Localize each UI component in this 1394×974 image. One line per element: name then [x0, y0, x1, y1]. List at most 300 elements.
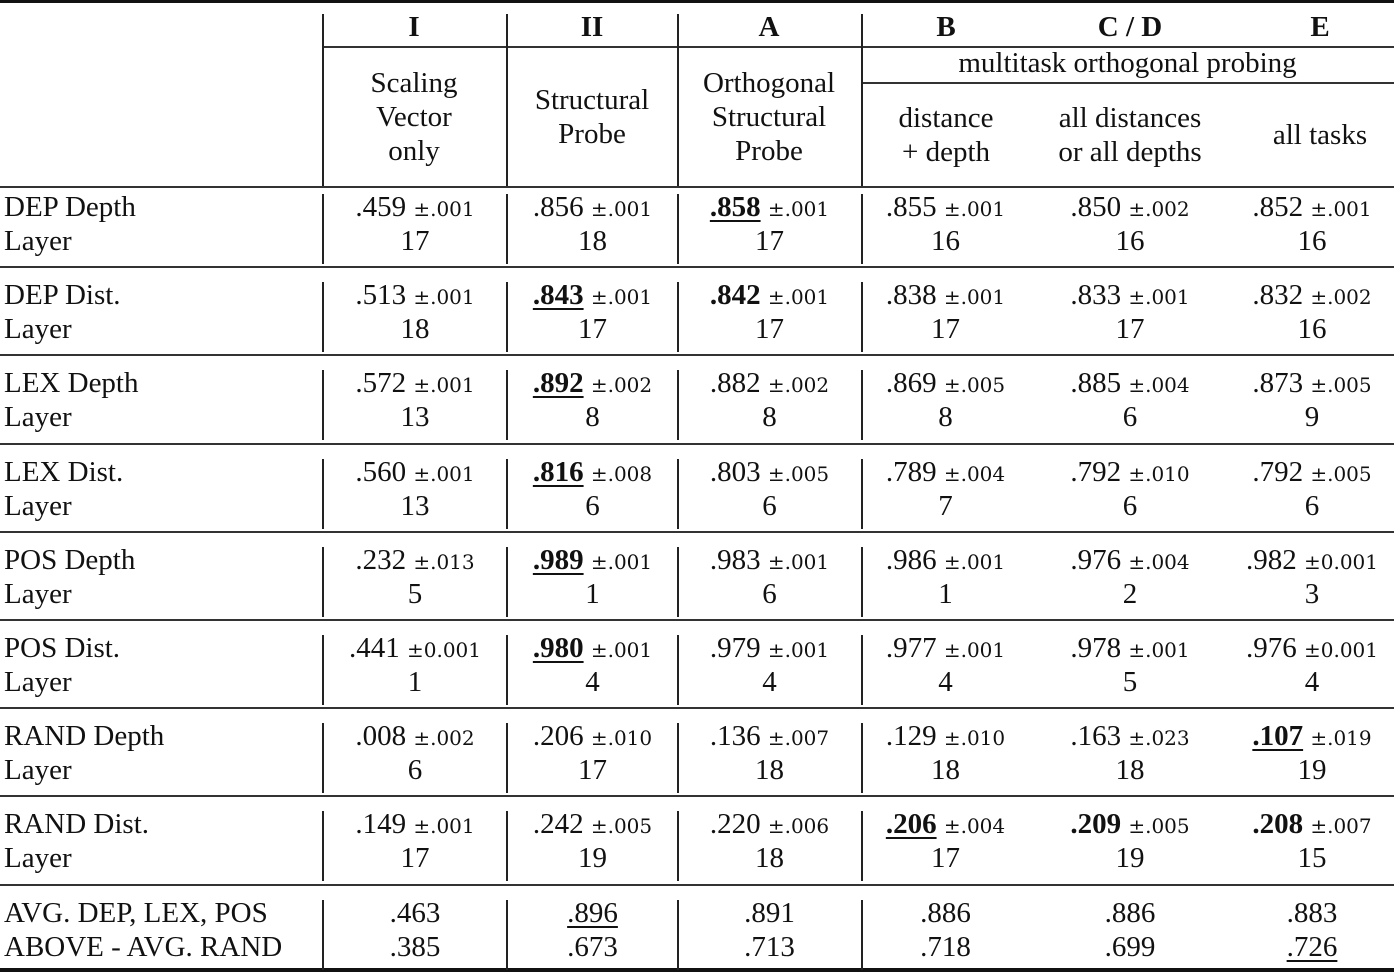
above-number: .718	[920, 930, 971, 963]
column-divider	[677, 459, 679, 529]
layer-value: 17	[578, 313, 607, 346]
above-value	[1230, 930, 1394, 964]
score-value: .206	[532, 720, 584, 753]
score-value: .441	[348, 632, 400, 664]
std-dev: ±.001	[590, 197, 653, 221]
score-cell	[678, 719, 861, 755]
layer-value: 1	[407, 666, 423, 698]
layer-value: 4	[585, 666, 600, 698]
row-rule	[0, 531, 1394, 533]
layer-value: 17	[1115, 313, 1145, 346]
layer-value: 4	[762, 666, 777, 698]
column-letter-5: E	[1310, 11, 1330, 43]
score-cell	[678, 455, 861, 491]
column-subtitle-0: Scaling	[370, 67, 458, 99]
layer-value: 19	[1297, 754, 1327, 787]
score-cell	[1030, 807, 1230, 843]
layer-value: 18	[1115, 754, 1145, 787]
column-divider	[861, 635, 863, 705]
score-value: .885	[1070, 367, 1122, 400]
std-dev: ±.007	[1310, 814, 1372, 839]
score-cell	[1030, 719, 1230, 755]
score-cell	[861, 278, 1030, 314]
column-divider	[322, 194, 324, 264]
score-value: .832	[1252, 279, 1304, 312]
summary-label-avg: AVG. DEP, LEX, POS	[4, 896, 268, 929]
score-value: .855	[885, 191, 937, 223]
score-cell	[1230, 631, 1394, 667]
column-divider	[322, 723, 324, 793]
above-value	[861, 930, 1030, 964]
layer-value: 2	[1122, 577, 1138, 610]
std-dev: ±.001	[943, 549, 1006, 574]
above-number: .673	[567, 930, 618, 963]
score-value: .560	[355, 455, 407, 488]
above-value	[678, 930, 861, 964]
column-subtitle-5: all tasks	[1272, 119, 1368, 151]
column-letter-2: A	[758, 11, 780, 43]
row-rule	[0, 707, 1394, 709]
column-divider	[677, 635, 679, 705]
row-rule	[0, 619, 1394, 621]
std-dev: ±.005	[590, 814, 653, 839]
column-divider	[677, 370, 679, 440]
column-divider	[322, 635, 324, 705]
column-subtitle-3: distance	[898, 102, 994, 134]
row-rule	[0, 354, 1394, 356]
std-dev: ±.001	[413, 461, 475, 486]
score-cell	[323, 366, 507, 402]
row-rule	[0, 795, 1394, 797]
layer-value: 9	[1304, 401, 1320, 434]
std-dev: ±.001	[590, 285, 653, 310]
score-cell	[323, 455, 507, 491]
std-dev: ±.010	[943, 726, 1006, 751]
score-cell	[1230, 807, 1394, 843]
std-dev: ±.001	[943, 638, 1006, 662]
score-value: .856	[532, 191, 584, 223]
above-value	[507, 930, 678, 964]
score-cell	[507, 366, 678, 402]
score-value: .869	[885, 367, 937, 400]
score-value: .136	[709, 720, 761, 753]
std-dev: ±0.001	[1303, 549, 1378, 574]
score-value: .816	[532, 455, 584, 488]
score-cell	[678, 807, 861, 843]
column-divider	[322, 811, 324, 881]
summary-label-above: ABOVE - AVG. RAND	[4, 930, 283, 963]
std-dev: ±.001	[413, 373, 475, 398]
row-layer-label: Layer	[4, 313, 72, 346]
column-divider	[861, 811, 863, 881]
column-divider	[506, 547, 508, 617]
layer-value: 18	[931, 754, 960, 787]
layer-value: 6	[585, 489, 600, 522]
column-subtitle-2: Structural	[711, 101, 827, 133]
score-value: .208	[1252, 808, 1304, 841]
std-dev: ±.001	[590, 549, 653, 574]
header-bottom-rule	[0, 186, 1394, 188]
score-cell	[1230, 278, 1394, 314]
row-layer-label: Layer	[4, 842, 72, 875]
std-dev: ±0.001	[406, 638, 481, 662]
std-dev: ±.001	[413, 285, 475, 310]
avg-value	[678, 896, 861, 930]
column-divider	[861, 547, 863, 617]
layer-value: 4	[938, 666, 953, 698]
layer-value: 8	[585, 401, 600, 434]
score-value: .842	[709, 279, 761, 312]
column-subtitle-2: Probe	[735, 135, 803, 167]
row-rule	[0, 266, 1394, 268]
score-cell	[1230, 543, 1394, 579]
score-value: .838	[885, 279, 937, 312]
score-cell	[507, 719, 678, 755]
layer-value: 5	[407, 577, 423, 610]
row-label: LEX Dist.	[4, 455, 124, 488]
top-rule	[0, 0, 1394, 3]
layer-value: 18	[400, 313, 430, 346]
column-divider	[322, 14, 324, 186]
score-value: .803	[709, 455, 761, 488]
score-cell	[1230, 455, 1394, 491]
score-cell	[323, 719, 507, 755]
row-layer-label: Layer	[4, 577, 72, 610]
layer-value: 15	[1297, 842, 1327, 875]
score-value: .459	[355, 191, 407, 223]
layer-value: 13	[400, 401, 430, 434]
std-dev: ±.001	[413, 197, 475, 221]
score-value: .792	[1070, 455, 1122, 488]
score-value: .976	[1245, 632, 1297, 664]
std-dev: ±.005	[1128, 814, 1190, 839]
std-dev: ±.001	[943, 197, 1006, 221]
layer-value: 6	[1122, 401, 1138, 434]
layer-value: 17	[578, 754, 607, 787]
column-divider	[506, 723, 508, 793]
column-subtitle-3: + depth	[901, 136, 991, 168]
row-label: RAND Dist.	[4, 808, 150, 841]
score-value: .163	[1070, 720, 1122, 753]
column-subtitle-4: or all depths	[1058, 136, 1202, 168]
layer-value: 1	[938, 577, 953, 610]
layer-value: 17	[931, 842, 960, 875]
score-value: .107	[1252, 720, 1304, 753]
row-label: POS Depth	[4, 543, 136, 576]
score-cell	[323, 543, 507, 579]
score-value: .792	[1252, 455, 1304, 488]
score-cell	[507, 631, 678, 667]
score-cell	[1030, 278, 1230, 314]
score-cell	[861, 543, 1030, 579]
layer-value: 16	[1297, 313, 1327, 346]
column-divider	[861, 14, 863, 186]
column-subtitle-0: only	[388, 135, 440, 167]
score-cell	[507, 543, 678, 579]
above-number: .699	[1104, 930, 1156, 963]
column-divider	[506, 811, 508, 881]
std-dev: ±.005	[943, 373, 1006, 398]
column-divider	[861, 723, 863, 793]
std-dev: ±.004	[943, 814, 1006, 839]
std-dev: ±.001	[590, 638, 653, 662]
layer-value: 8	[938, 401, 953, 434]
score-value: .979	[709, 632, 761, 664]
column-divider	[322, 547, 324, 617]
std-dev: ±.002	[1310, 285, 1372, 310]
row-layer-label: Layer	[4, 754, 72, 787]
column-divider	[322, 370, 324, 440]
layer-value: 6	[1122, 489, 1138, 522]
score-cell	[323, 807, 507, 843]
column-divider	[322, 459, 324, 529]
score-cell	[507, 278, 678, 314]
group-label: multitask orthogonal probing	[958, 47, 1297, 79]
score-cell	[861, 719, 1030, 755]
std-dev: ±.001	[767, 197, 830, 221]
row-layer-label: Layer	[4, 401, 72, 434]
score-value: .149	[355, 808, 407, 841]
score-value: .789	[885, 455, 937, 488]
avg-value	[323, 896, 507, 930]
layer-value: 5	[1122, 666, 1138, 698]
column-divider	[506, 459, 508, 529]
score-value: .882	[709, 367, 761, 400]
score-value: .242	[532, 808, 584, 841]
score-value: .983	[709, 543, 761, 576]
row-layer-label: Layer	[4, 489, 72, 522]
score-value: .977	[885, 632, 937, 664]
column-divider	[677, 723, 679, 793]
std-dev: ±.001	[767, 549, 830, 574]
row-rule	[0, 884, 1394, 886]
column-divider	[677, 547, 679, 617]
avg-value	[1030, 896, 1230, 930]
score-value: .206	[885, 808, 937, 841]
bottom-rule	[0, 968, 1394, 972]
score-cell	[507, 190, 678, 226]
layer-value: 16	[1297, 225, 1327, 257]
above-number: .726	[1286, 930, 1338, 963]
score-cell	[861, 366, 1030, 402]
std-dev: ±.010	[1128, 461, 1190, 486]
score-cell	[861, 631, 1030, 667]
score-cell	[1230, 719, 1394, 755]
std-dev: ±.002	[413, 726, 475, 751]
score-value: .873	[1252, 367, 1304, 400]
avg-number: .896	[567, 896, 618, 929]
score-cell	[1030, 455, 1230, 491]
avg-number: .886	[920, 896, 971, 929]
group-rule	[861, 82, 1394, 84]
score-cell	[678, 543, 861, 579]
score-cell	[861, 190, 1030, 226]
layer-value: 19	[578, 842, 607, 875]
column-divider	[677, 282, 679, 352]
std-dev: ±0.001	[1303, 638, 1378, 662]
std-dev: ±.007	[767, 726, 830, 751]
score-cell	[323, 631, 507, 667]
column-subtitle-0: Vector	[376, 101, 452, 133]
std-dev: ±.004	[943, 461, 1006, 486]
column-divider	[506, 194, 508, 264]
layer-value: 18	[578, 225, 607, 257]
std-dev: ±.001	[767, 638, 830, 662]
column-divider	[861, 900, 863, 970]
score-value: .976	[1070, 543, 1122, 576]
std-dev: ±.001	[1310, 197, 1372, 221]
score-value: .232	[355, 543, 407, 576]
layer-value: 4	[1304, 666, 1320, 698]
avg-number: .883	[1286, 896, 1338, 929]
above-value	[1030, 930, 1230, 964]
row-label: DEP Depth	[4, 191, 136, 223]
avg-value	[1230, 896, 1394, 930]
score-cell	[1230, 190, 1394, 226]
layer-value: 17	[755, 313, 784, 346]
layer-value: 7	[938, 489, 953, 522]
row-label: DEP Dist.	[4, 279, 121, 312]
score-value: .129	[885, 720, 937, 753]
std-dev: ±.006	[767, 814, 830, 839]
column-divider	[861, 370, 863, 440]
layer-value: 13	[400, 489, 430, 522]
std-dev: ±.023	[1128, 726, 1190, 751]
layer-value: 3	[1304, 577, 1320, 610]
score-value: .513	[355, 279, 407, 312]
layer-value: 17	[755, 225, 784, 257]
column-divider	[506, 370, 508, 440]
column-divider	[506, 635, 508, 705]
column-divider	[322, 282, 324, 352]
score-cell	[861, 807, 1030, 843]
score-value: .843	[532, 279, 584, 312]
column-divider	[506, 14, 508, 186]
std-dev: ±.019	[1310, 726, 1372, 751]
column-letter-4: C / D	[1097, 11, 1163, 43]
score-value: .980	[532, 632, 584, 664]
column-divider	[677, 194, 679, 264]
std-dev: ±.005	[1310, 373, 1372, 398]
layer-value: 6	[762, 489, 777, 522]
std-dev: ±.004	[1128, 549, 1190, 574]
score-cell	[1030, 190, 1230, 226]
row-label: LEX Depth	[4, 367, 139, 400]
std-dev: ±.001	[943, 285, 1006, 310]
std-dev: ±.001	[413, 814, 475, 839]
score-value: .892	[532, 367, 584, 400]
score-cell	[861, 455, 1030, 491]
column-divider	[861, 459, 863, 529]
column-divider	[861, 194, 863, 264]
above-number: .713	[744, 930, 795, 963]
layer-value: 18	[755, 754, 784, 787]
column-divider	[506, 282, 508, 352]
score-value: .852	[1252, 191, 1304, 223]
score-value: .850	[1070, 191, 1122, 223]
layer-value: 6	[407, 754, 423, 787]
row-label: POS Dist.	[4, 632, 121, 664]
avg-number: .891	[744, 896, 795, 929]
score-cell	[1030, 631, 1230, 667]
score-value: .572	[355, 367, 407, 400]
avg-value	[507, 896, 678, 930]
column-divider	[677, 811, 679, 881]
std-dev: ±.005	[767, 461, 830, 486]
score-cell	[678, 631, 861, 667]
avg-number: .463	[389, 896, 441, 929]
score-cell	[1030, 366, 1230, 402]
score-cell	[323, 190, 507, 226]
column-divider	[861, 282, 863, 352]
column-divider	[677, 900, 679, 970]
score-cell	[1030, 543, 1230, 579]
row-layer-label: Layer	[4, 225, 72, 257]
layer-value: 16	[931, 225, 960, 257]
score-value: .209	[1070, 808, 1122, 841]
score-cell	[1230, 366, 1394, 402]
column-subtitle-4: all distances	[1058, 102, 1202, 134]
layer-value: 18	[755, 842, 784, 875]
std-dev: ±.001	[767, 285, 830, 310]
layer-value: 17	[931, 313, 960, 346]
avg-number: .886	[1104, 896, 1156, 929]
row-layer-label: Layer	[4, 666, 72, 698]
std-dev: ±.010	[590, 726, 653, 751]
score-value: .858	[709, 191, 761, 223]
std-dev: ±.005	[1310, 461, 1372, 486]
score-value: .008	[355, 720, 407, 753]
column-divider	[322, 900, 324, 970]
column-letter-0: I	[408, 11, 420, 43]
score-value: .220	[709, 808, 761, 841]
std-dev: ±.013	[413, 549, 475, 574]
column-divider	[506, 900, 508, 970]
column-subtitle-1: Probe	[558, 118, 626, 150]
score-value: .978	[1070, 632, 1122, 664]
layer-value: 19	[1115, 842, 1145, 875]
score-cell	[323, 278, 507, 314]
std-dev: ±.002	[590, 373, 653, 398]
std-dev: ±.002	[767, 373, 830, 398]
score-cell	[678, 366, 861, 402]
score-cell	[678, 190, 861, 226]
score-value: .989	[532, 543, 584, 576]
column-divider	[677, 14, 679, 186]
layer-value: 16	[1115, 225, 1145, 257]
score-cell	[507, 807, 678, 843]
std-dev: ±.001	[1128, 285, 1190, 310]
score-value: .982	[1245, 543, 1297, 576]
score-cell	[678, 278, 861, 314]
layer-value: 1	[585, 577, 600, 610]
layer-value: 6	[762, 577, 777, 610]
row-rule	[0, 443, 1394, 445]
score-value: .833	[1070, 279, 1122, 312]
score-value: .986	[885, 543, 937, 576]
score-cell	[507, 455, 678, 491]
above-number: .385	[389, 930, 441, 963]
above-value	[323, 930, 507, 964]
avg-value	[861, 896, 1030, 930]
layer-value: 8	[762, 401, 777, 434]
column-letter-1: II	[580, 11, 604, 43]
layer-value: 6	[1304, 489, 1320, 522]
row-label: RAND Depth	[4, 720, 165, 753]
std-dev: ±.001	[1128, 638, 1190, 662]
layer-value: 17	[400, 842, 430, 875]
std-dev: ±.002	[1128, 197, 1190, 221]
